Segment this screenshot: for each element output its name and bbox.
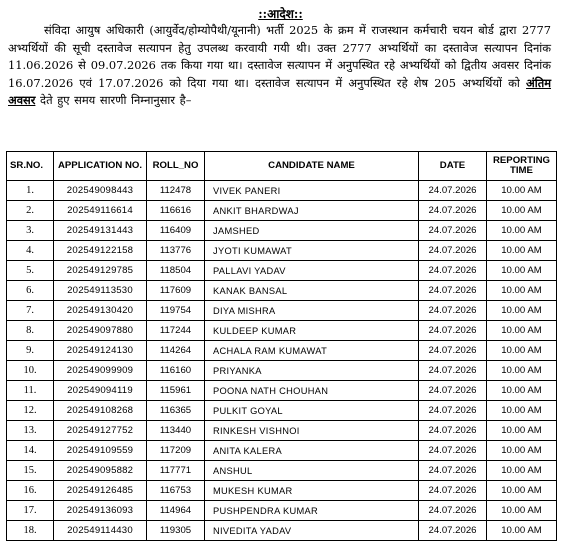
table-row (7, 521, 557, 541)
table-row (7, 281, 557, 301)
cell-candidate-name: KANAK BANSAL (205, 281, 419, 301)
cell-roll-no: 116409 (147, 221, 205, 241)
cell-roll-no: 116753 (147, 481, 205, 501)
cell-date: 24.07.2026 (419, 381, 487, 401)
cell-application-no: 202549108268 (54, 401, 147, 421)
cell-sr-no: 14. (7, 441, 54, 461)
table-row (7, 461, 557, 481)
cell-sr-no: 16. (7, 481, 54, 501)
cell-application-no: 202549126485 (54, 481, 147, 501)
paragraph-text: संविदा आयुष अधिकारी (आयुर्वेद/होम्योपैथी/यूनानी) भर्ती 2025 के क्रम में राजस्थान कर्मचारी चयन बोर्ड द्वारा 2777 अभ्यर्थियों की सूची दस्तावेज सत्यापन हेतु उपलब्ध करवायी गयी थी। उक्त 2777 अभ्यर्थियों का दस्तावेज सत्यापन दिनांक 11.06.2026 से 09.07.2026 तक किया गया था। दस्तावेज सत्यापन में अनुपस्थित रहे अभ्यर्थियों को द्वितीय अवसर दिनांक 16.07.2026 एवं 17.07.2026 को दिया गया था। दस्तावेज सत्यापन में अनुपस्थित रहे शेष 205 अभ्यर्थियों को (8, 23, 551, 90)
cell-candidate-name: MUKESH KUMAR (205, 481, 419, 501)
cell-date: 24.07.2026 (419, 221, 487, 241)
cell-roll-no: 115961 (147, 381, 205, 401)
cell-reporting-time: 10.00 AM (487, 341, 557, 361)
cell-roll-no: 117609 (147, 281, 205, 301)
cell-candidate-name: PULKIT GOYAL (205, 401, 419, 421)
cell-application-no: 202549122158 (54, 241, 147, 261)
table-row (7, 361, 557, 381)
cell-date: 24.07.2026 (419, 361, 487, 381)
cell-candidate-name: POONA NATH CHOUHAN (205, 381, 419, 401)
cell-reporting-time: 10.00 AM (487, 521, 557, 541)
cell-date: 24.07.2026 (419, 341, 487, 361)
table-body (7, 181, 557, 541)
cell-roll-no: 119754 (147, 301, 205, 321)
header-reporting-time: REPORTING TIME (487, 152, 557, 181)
paragraph-text-end: देते हुए समय सारणी निम्नानुसार है– (40, 93, 192, 108)
table-row (7, 221, 557, 241)
cell-application-no: 202549097880 (54, 321, 147, 341)
cell-roll-no: 113776 (147, 241, 205, 261)
table-row (7, 241, 557, 261)
table-header-row (7, 152, 557, 181)
cell-roll-no: 117771 (147, 461, 205, 481)
table-row (7, 481, 557, 501)
header-candidate-name: CANDIDATE NAME (205, 152, 419, 181)
cell-application-no: 202549130420 (54, 301, 147, 321)
cell-candidate-name: VIVEK PANERI (205, 181, 419, 201)
cell-date: 24.07.2026 (419, 421, 487, 441)
cell-candidate-name: ANITA KALERA (205, 441, 419, 461)
cell-application-no: 202549136093 (54, 501, 147, 521)
cell-reporting-time: 10.00 AM (487, 321, 557, 341)
cell-candidate-name: ACHALA RAM KUMAWAT (205, 341, 419, 361)
candidate-schedule-table (6, 151, 557, 541)
cell-reporting-time: 10.00 AM (487, 421, 557, 441)
cell-reporting-time: 10.00 AM (487, 381, 557, 401)
cell-sr-no: 2. (7, 201, 54, 221)
cell-date: 24.07.2026 (419, 241, 487, 261)
cell-sr-no: 12. (7, 401, 54, 421)
cell-candidate-name: JAMSHED (205, 221, 419, 241)
cell-date: 24.07.2026 (419, 201, 487, 221)
cell-date: 24.07.2026 (419, 281, 487, 301)
cell-sr-no: 9. (7, 341, 54, 361)
header-application-no: APPLICATION NO. (54, 152, 147, 181)
table-row (7, 401, 557, 421)
cell-candidate-name: ANKIT BHARDWAJ (205, 201, 419, 221)
cell-sr-no: 17. (7, 501, 54, 521)
cell-reporting-time: 10.00 AM (487, 441, 557, 461)
cell-candidate-name: PUSHPENDRA KUMAR (205, 501, 419, 521)
cell-sr-no: 3. (7, 221, 54, 241)
cell-date: 24.07.2026 (419, 521, 487, 541)
cell-candidate-name: NIVEDITA YADAV (205, 521, 419, 541)
cell-date: 24.07.2026 (419, 301, 487, 321)
cell-sr-no: 11. (7, 381, 54, 401)
cell-sr-no: 6. (7, 281, 54, 301)
table-row (7, 201, 557, 221)
order-heading: ::आदेश:: (258, 7, 303, 21)
cell-application-no: 202549098443 (54, 181, 147, 201)
cell-application-no: 202549094119 (54, 381, 147, 401)
table-row (7, 261, 557, 281)
cell-candidate-name: ANSHUL (205, 461, 419, 481)
cell-reporting-time: 10.00 AM (487, 461, 557, 481)
cell-date: 24.07.2026 (419, 261, 487, 281)
cell-reporting-time: 10.00 AM (487, 481, 557, 501)
table-row (7, 381, 557, 401)
cell-roll-no: 117209 (147, 441, 205, 461)
cell-sr-no: 8. (7, 321, 54, 341)
cell-candidate-name: DIYA MISHRA (205, 301, 419, 321)
cell-reporting-time: 10.00 AM (487, 301, 557, 321)
cell-roll-no: 116160 (147, 361, 205, 381)
cell-reporting-time: 10.00 AM (487, 401, 557, 421)
cell-sr-no: 15. (7, 461, 54, 481)
cell-sr-no: 1. (7, 181, 54, 201)
cell-application-no: 202549109559 (54, 441, 147, 461)
table-row (7, 321, 557, 341)
cell-sr-no: 13. (7, 421, 54, 441)
header-date: DATE (419, 152, 487, 181)
cell-sr-no: 4. (7, 241, 54, 261)
cell-sr-no: 10. (7, 361, 54, 381)
table-row (7, 501, 557, 521)
cell-roll-no: 119305 (147, 521, 205, 541)
final-opportunity-emphasis: अंतिम अवसर (8, 75, 552, 108)
cell-application-no: 202549113530 (54, 281, 147, 301)
cell-reporting-time: 10.00 AM (487, 201, 557, 221)
cell-roll-no: 118504 (147, 261, 205, 281)
cell-date: 24.07.2026 (419, 441, 487, 461)
cell-date: 24.07.2026 (419, 481, 487, 501)
cell-reporting-time: 10.00 AM (487, 221, 557, 241)
cell-sr-no: 5. (7, 261, 54, 281)
cell-candidate-name: PALLAVI YADAV (205, 261, 419, 281)
cell-date: 24.07.2026 (419, 181, 487, 201)
table-row (7, 421, 557, 441)
cell-application-no: 202549124130 (54, 341, 147, 361)
cell-application-no: 202549116614 (54, 201, 147, 221)
cell-reporting-time: 10.00 AM (487, 501, 557, 521)
cell-roll-no: 113440 (147, 421, 205, 441)
cell-application-no: 202549095882 (54, 461, 147, 481)
cell-candidate-name: JYOTI KUMAWAT (205, 241, 419, 261)
cell-roll-no: 117244 (147, 321, 205, 341)
cell-candidate-name: RINKESH VISHNOI (205, 421, 419, 441)
cell-reporting-time: 10.00 AM (487, 261, 557, 281)
cell-date: 24.07.2026 (419, 401, 487, 421)
cell-roll-no: 114264 (147, 341, 205, 361)
cell-sr-no: 18. (7, 521, 54, 541)
table-row (7, 301, 557, 321)
cell-roll-no: 112478 (147, 181, 205, 201)
cell-application-no: 202549127752 (54, 421, 147, 441)
header-sr-no: SR.NO. (7, 152, 54, 181)
cell-date: 24.07.2026 (419, 501, 487, 521)
cell-application-no: 202549131443 (54, 221, 147, 241)
cell-candidate-name: PRIYANKA (205, 361, 419, 381)
cell-date: 24.07.2026 (419, 321, 487, 341)
cell-sr-no: 7. (7, 301, 54, 321)
cell-roll-no: 114964 (147, 501, 205, 521)
table-row (7, 181, 557, 201)
cell-application-no: 202549099909 (54, 361, 147, 381)
order-paragraph (8, 22, 551, 150)
cell-application-no: 202549129785 (54, 261, 147, 281)
cell-date: 24.07.2026 (419, 461, 487, 481)
cell-reporting-time: 10.00 AM (487, 281, 557, 301)
cell-reporting-time: 10.00 AM (487, 241, 557, 261)
cell-reporting-time: 10.00 AM (487, 181, 557, 201)
cell-roll-no: 116365 (147, 401, 205, 421)
header-roll-no: ROLL_NO (147, 152, 205, 181)
cell-application-no: 202549114430 (54, 521, 147, 541)
table-row (7, 441, 557, 461)
cell-candidate-name: KULDEEP KUMAR (205, 321, 419, 341)
cell-reporting-time: 10.00 AM (487, 361, 557, 381)
cell-roll-no: 116616 (147, 201, 205, 221)
table-row (7, 341, 557, 361)
